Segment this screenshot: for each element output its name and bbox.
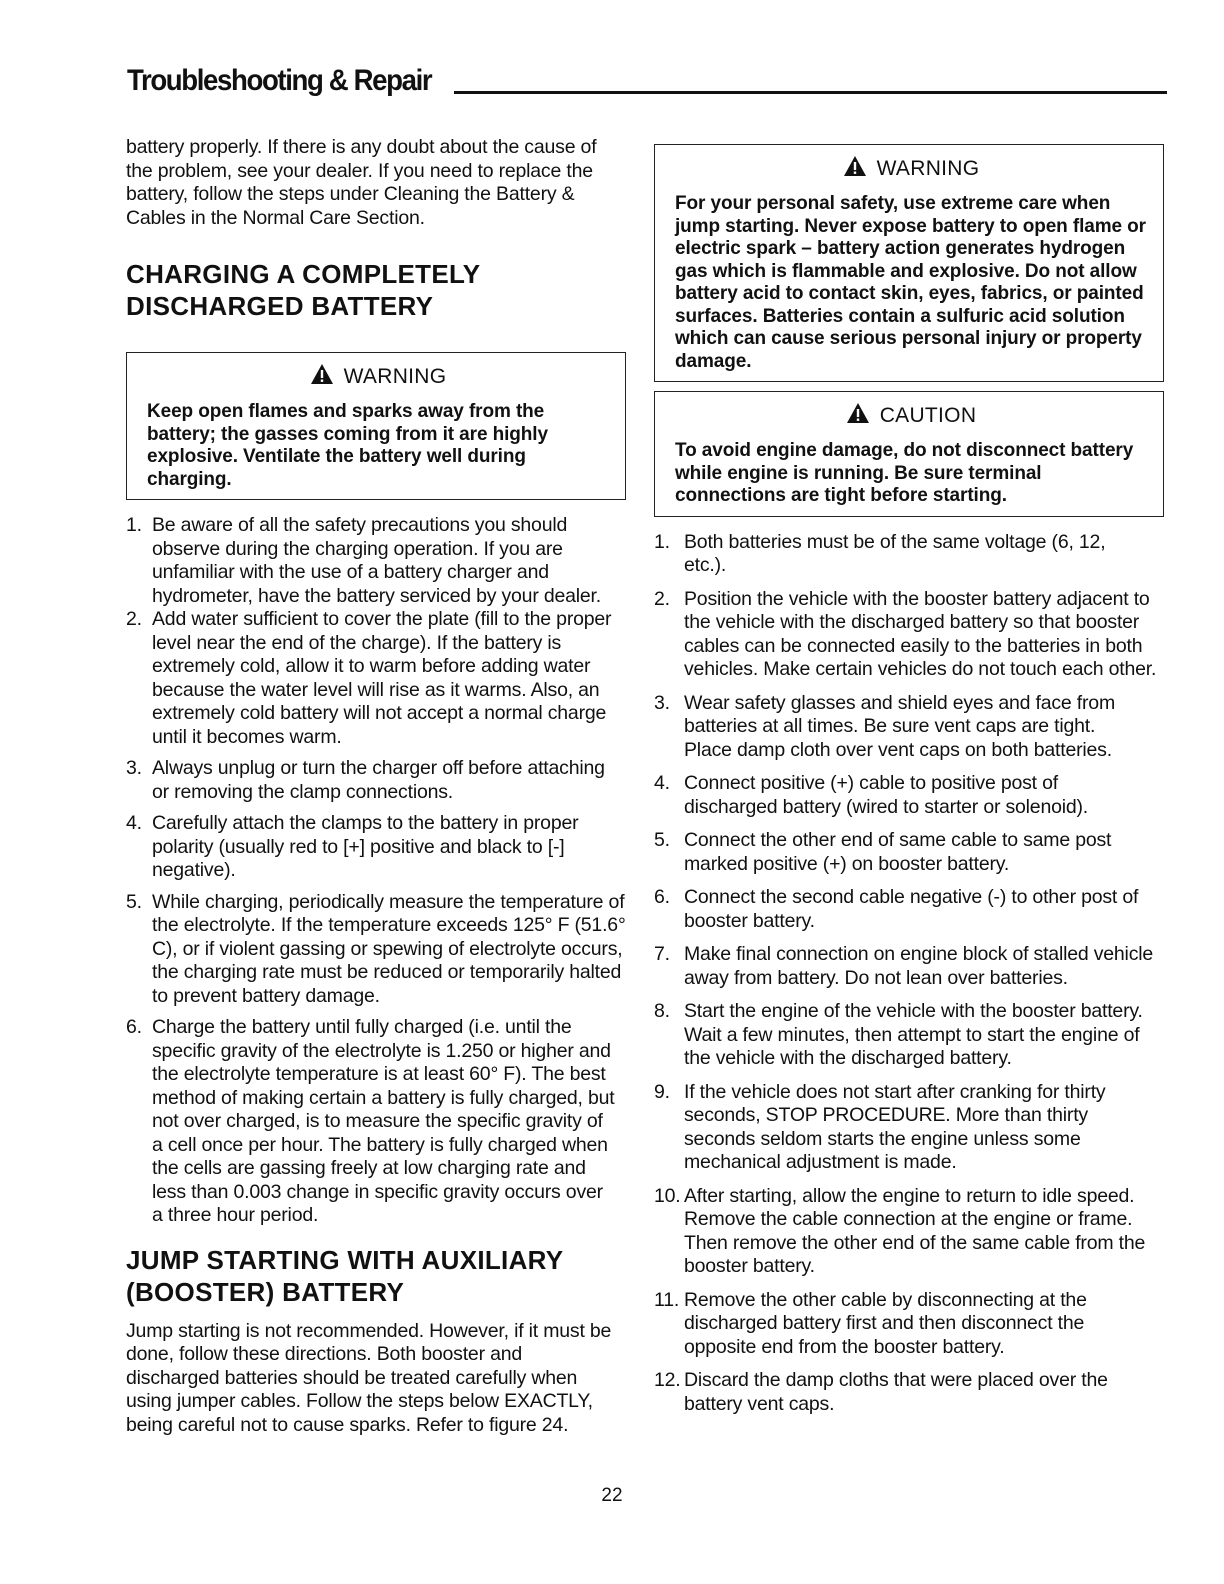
list-item: 6. Charge the battery until fully charged (i.e. until the specific gravity of the electrolyte is 1.250 or higher and the electrolyte temperature is at least 60° F). The best method of making certain a battery is fully charged, but not over charged, is to measure the specific gravity of a cell once per hour. The battery is fully charged when the cells are gassing freely at low charging rate and less than 0.003 change in specific gravity occurs over a three hour period.: [126, 1016, 615, 1226]
list-item: 6. Connect the second cable negative (-) to other post of booster battery.: [654, 886, 1139, 932]
list-item: 4. Connect positive (+) cable to positive post of discharged battery (wired to starter or solenoid).: [654, 772, 1089, 818]
warning-label: WARNING: [876, 157, 980, 180]
list-item: 11. Remove the other cable by disconnecting at the discharged battery first and then disconnect the opposite end from the booster battery.: [654, 1288, 1087, 1358]
jump-intro-paragraph: Jump starting is not recommended. However, if it must be done, follow these directions. Both booster and discharged batteries should be treated carefully when using jumper cables. Follow the steps below EXACTLY, being careful not to cause sparks. Refer to figure 24.: [126, 1319, 612, 1436]
warning-text: For your personal safety, use extreme care when jump starting. Never expose battery to open flame or electric spark – battery action generates hydrogen gas which is flammable and explosive. Do not allow battery acid to contact skin, eyes, fabrics, or painted surfaces. Batteries contain a sulfuric acid solution which can cause serious personal injury or property damage.: [675, 193, 1146, 372]
list-item: 7. Make final connection on engine block of stalled vehicle away from battery. Do not lean over batteries.: [654, 943, 1154, 989]
right-column: [654, 136, 1164, 1416]
list-item: 9. If the vehicle does not start after cranking for thirty seconds, STOP PROCEDURE. More than thirty seconds seldom starts the engine unless some mechanical adjustment is made.: [654, 1080, 1106, 1173]
warning-box-jump: [654, 144, 1164, 382]
list-item: 2. Position the vehicle with the booster battery adjacent to the vehicle with the discharged battery so that booster cables can be connected easily to the batteries in both vehicles. Make certain vehicles do not touch each other.: [654, 587, 1157, 680]
list-item: 1. Be aware of all the safety precautions you should observe during the charging operation. If you are unfamiliar with the use of a battery charger and hydrometer, have the battery serviced by your dealer.: [126, 514, 601, 607]
warning-text: Keep open flames and sparks away from the battery; the gasses coming from it are highly explosive. Ventilate the battery well during charging.: [147, 401, 548, 490]
list-item: 5. While charging, periodically measure the temperature of the electrolyte. If the temperature exceeds 125° F (51.6° C), or if violent gassing or spewing of electrolyte occurs, the charging rate must be reduced or temporarily halted to prevent battery damage.: [126, 890, 626, 1007]
warning-label: WARNING: [343, 365, 447, 388]
caution-box: [654, 391, 1164, 517]
warning-triangle-icon: [310, 363, 334, 391]
list-item: 3. Always unplug or turn the charger off before attaching or removing the clamp connections.: [126, 757, 605, 803]
list-item: 10. After starting, allow the engine to return to idle speed. Remove the cable connection at the engine or frame. Then remove the other end of the same cable from the booster battery.: [654, 1184, 1146, 1277]
page-header: [127, 66, 1167, 96]
caution-label: CAUTION: [879, 404, 977, 427]
jump-steps-list: [654, 531, 1164, 1417]
list-item: 3. Wear safety glasses and shield eyes and face from batteries at all times. Be sure vent caps are tight. Place damp cloth over vent caps on both batteries.: [654, 691, 1115, 761]
charging-steps-list: [126, 514, 626, 1228]
section-heading-jump-starting: JUMP STARTING WITH AUXILIARY (BOOSTER) BATTERY: [126, 1244, 564, 1307]
list-item: 4. Carefully attach the clamps to the battery in proper polarity (usually red to [+] positive and black to [-] negative).: [126, 812, 579, 881]
warning-triangle-icon: [843, 155, 867, 183]
left-column: [126, 136, 626, 1437]
page-number: 22: [601, 1485, 623, 1506]
list-item: 1. Both batteries must be of the same voltage (6, 12, etc.).: [654, 530, 1106, 576]
caution-text: To avoid engine damage, do not disconnect battery while engine is running. Be sure terminal connections are tight before starting.: [675, 440, 1134, 506]
page-title: Troubleshooting & Repair: [127, 64, 432, 97]
warning-title: [675, 155, 1147, 183]
caution-triangle-icon: [846, 402, 870, 430]
section-heading-charging: CHARGING A COMPLETELY DISCHARGED BATTERY: [126, 259, 481, 321]
header-rule: [454, 91, 1167, 94]
list-item: 5. Connect the other end of same cable to same post marked positive (+) on booster battery.: [654, 829, 1112, 875]
caution-title: [675, 402, 1147, 430]
intro-paragraph: battery properly. If there is any doubt about the cause of the problem, see your dealer. If you need to replace the battery, follow the steps under Cleaning the Battery & Cables in the Normal Care Section.: [126, 136, 597, 229]
list-item: 2. Add water sufficient to cover the plate (fill to the proper level near the end of the charge). If the battery is extremely cold, allow it to warm before adding water because the water level will rise as it warms. Also, an extremely cold battery will not accept a normal charge until it becomes warm.: [126, 608, 612, 748]
list-item: 8. Start the engine of the vehicle with the booster battery. Wait a few minutes, then attempt to start the engine of the vehicle with the discharged battery.: [654, 1000, 1143, 1069]
warning-title: [147, 363, 609, 391]
warning-box-charging: [126, 352, 626, 500]
list-item: 12. Discard the damp cloths that were placed over the battery vent caps.: [654, 1369, 1108, 1415]
